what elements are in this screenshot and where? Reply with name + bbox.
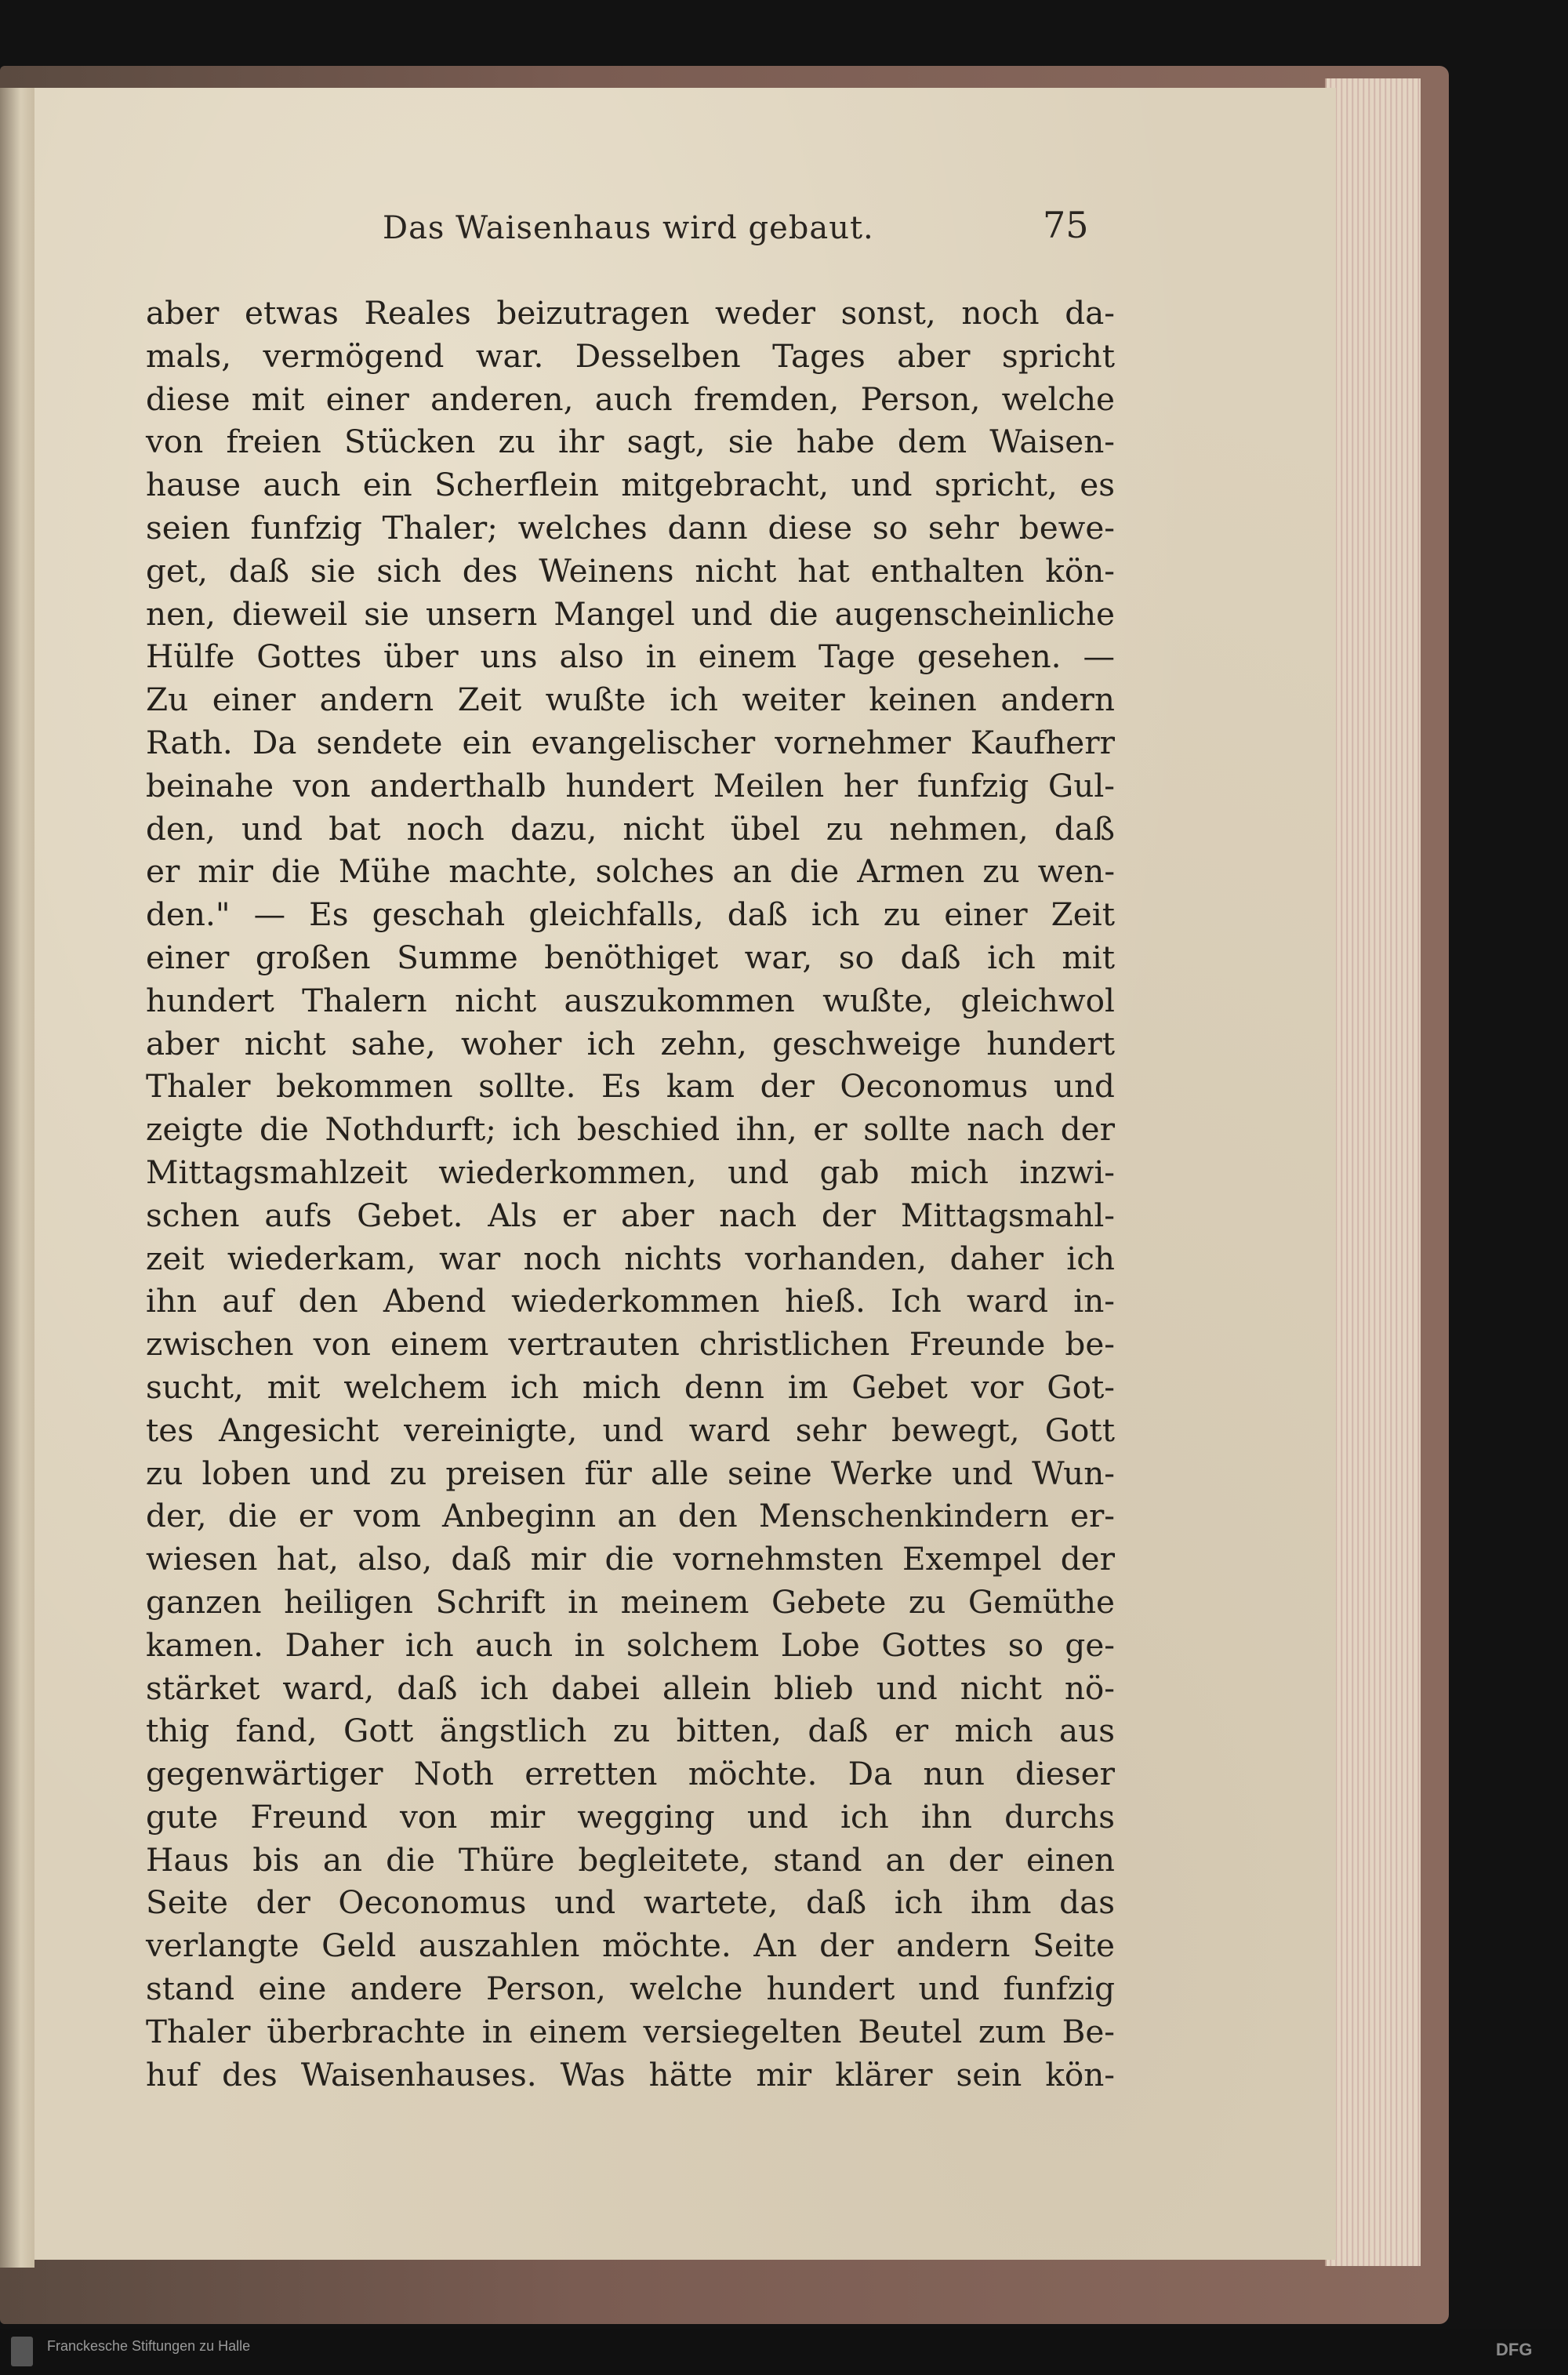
text-line: diese mit einer anderen, auch fremden, Person, welche	[146, 379, 1115, 418]
text-line: get, daß sie sich des Weinens nicht hat enthalten kön-	[146, 551, 1115, 590]
text-line: Hülfe Gottes über uns also in einem Tage gesehen. —	[146, 637, 1115, 676]
text-line: stärket ward, daß ich dabei allein blieb und nicht nö-	[146, 1669, 1115, 1707]
text-line: ihn auf den Abend wiederkommen hieß. Ich ward in-	[146, 1282, 1115, 1320]
left-page-edge	[0, 88, 34, 2268]
text-line: zwischen von einem vertrauten christlichen Freunde be-	[146, 1325, 1115, 1364]
text-line: Zu einer andern Zeit wußte ich weiter keinen andern	[146, 681, 1115, 719]
text-line: Mittagsmahlzeit wiederkommen, und gab mich inzwi-	[146, 1153, 1115, 1191]
text-line: stand eine andere Person, welche hundert und funfzig	[146, 1970, 1115, 2008]
page-number: 75	[1043, 204, 1089, 246]
text-line: thig fand, Gott ängstlich zu bitten, daß er mich aus	[146, 1712, 1115, 1750]
text-line: von freien Stücken zu ihr sagt, sie habe dem Waisen-	[146, 423, 1115, 461]
text-line: wiesen hat, also, daß mir die vornehmsten Exempel der	[146, 1540, 1115, 1578]
viewer-footer	[0, 2329, 1568, 2375]
text-line: einer großen Summe benöthiget war, so daß ich mit	[146, 938, 1115, 976]
text-line: verlangte Geld auszahlen möchte. An der andern Seite	[146, 1927, 1115, 1965]
text-line: gegenwärtiger Noth erretten möchte. Da nun dieser	[146, 1755, 1115, 1793]
body-text	[146, 292, 1115, 2096]
text-line: er mir die Mühe machte, solches an die Armen zu wen-	[146, 852, 1115, 891]
dfg-logo: DFG	[1496, 2340, 1533, 2359]
text-line: hundert Thalern nicht auszukommen wußte, gleichwol	[146, 981, 1115, 1019]
text-line: seien funfzig Thaler; welches dann diese so sehr bewe-	[146, 508, 1115, 547]
text-line: Haus bis an die Thüre begleitete, stand an der einen	[146, 1840, 1115, 1879]
text-line: aber etwas Reales beizutragen weder sonst, noch da-	[146, 294, 1115, 332]
text-line: gute Freund von mir wegging und ich ihn durchs	[146, 1797, 1115, 1836]
text-line: schen aufs Gebet. Als er aber nach der Mittagsmahl-	[146, 1196, 1115, 1234]
text-line: hause auch ein Scherflein mitgebracht, und spricht, es	[146, 466, 1115, 504]
text-line: Thaler überbrachte in einem versiegelten Beutel zum Be-	[146, 2012, 1115, 2050]
text-line: Rath. Da sendete ein evangelischer vornehmer Kaufherr	[146, 723, 1115, 761]
text-line: mals, vermögend war. Desselben Tages aber spricht	[146, 336, 1115, 375]
text-line: tes Angesicht vereinigte, und ward sehr bewegt, Gott	[146, 1411, 1115, 1449]
institution-logo-icon	[11, 2337, 33, 2366]
institution-label: Franckesche Stiftungen zu Halle	[47, 2338, 251, 2354]
page-fore-edge	[1325, 78, 1421, 2266]
text-line: zeigte die Nothdurft; ich beschied ihn, er sollte nach der	[146, 1110, 1115, 1149]
text-line: Thaler bekommen sollte. Es kam der Oeconomus und	[146, 1067, 1115, 1106]
text-line: den." — Es geschah gleichfalls, daß ich zu einer Zeit	[146, 895, 1115, 934]
text-line: kamen. Daher ich auch in solchem Lobe Gottes so ge-	[146, 1625, 1115, 1664]
text-line: nen, dieweil sie unsern Mangel und die augenscheinliche	[146, 594, 1115, 633]
text-line: huf des Waisenhauses. Was hätte mir klärer sein kön-	[146, 2055, 1115, 2094]
text-line: sucht, mit welchem ich mich denn im Gebet vor Got-	[146, 1367, 1115, 1406]
text-line: beinahe von anderthalb hundert Meilen her funfzig Gul-	[146, 766, 1115, 804]
text-line: zu loben und zu preisen für alle seine Werke und Wun-	[146, 1454, 1115, 1492]
text-line: der, die er vom Anbeginn an den Menschenkindern er-	[146, 1497, 1115, 1535]
text-line: Seite der Oeconomus und wartete, daß ich ihm das	[146, 1883, 1115, 1922]
text-line: aber nicht sahe, woher ich zehn, geschweige hundert	[146, 1024, 1115, 1062]
text-line: ganzen heiligen Schrift in meinem Gebete zu Gemüthe	[146, 1582, 1115, 1621]
text-line: zeit wiederkam, war noch nichts vorhanden, daher ich	[146, 1239, 1115, 1277]
text-line: den, und bat noch dazu, nicht übel zu nehmen, daß	[146, 809, 1115, 848]
page-header	[157, 202, 1176, 257]
running-head: Das Waisenhaus wird gebaut.	[383, 210, 874, 246]
